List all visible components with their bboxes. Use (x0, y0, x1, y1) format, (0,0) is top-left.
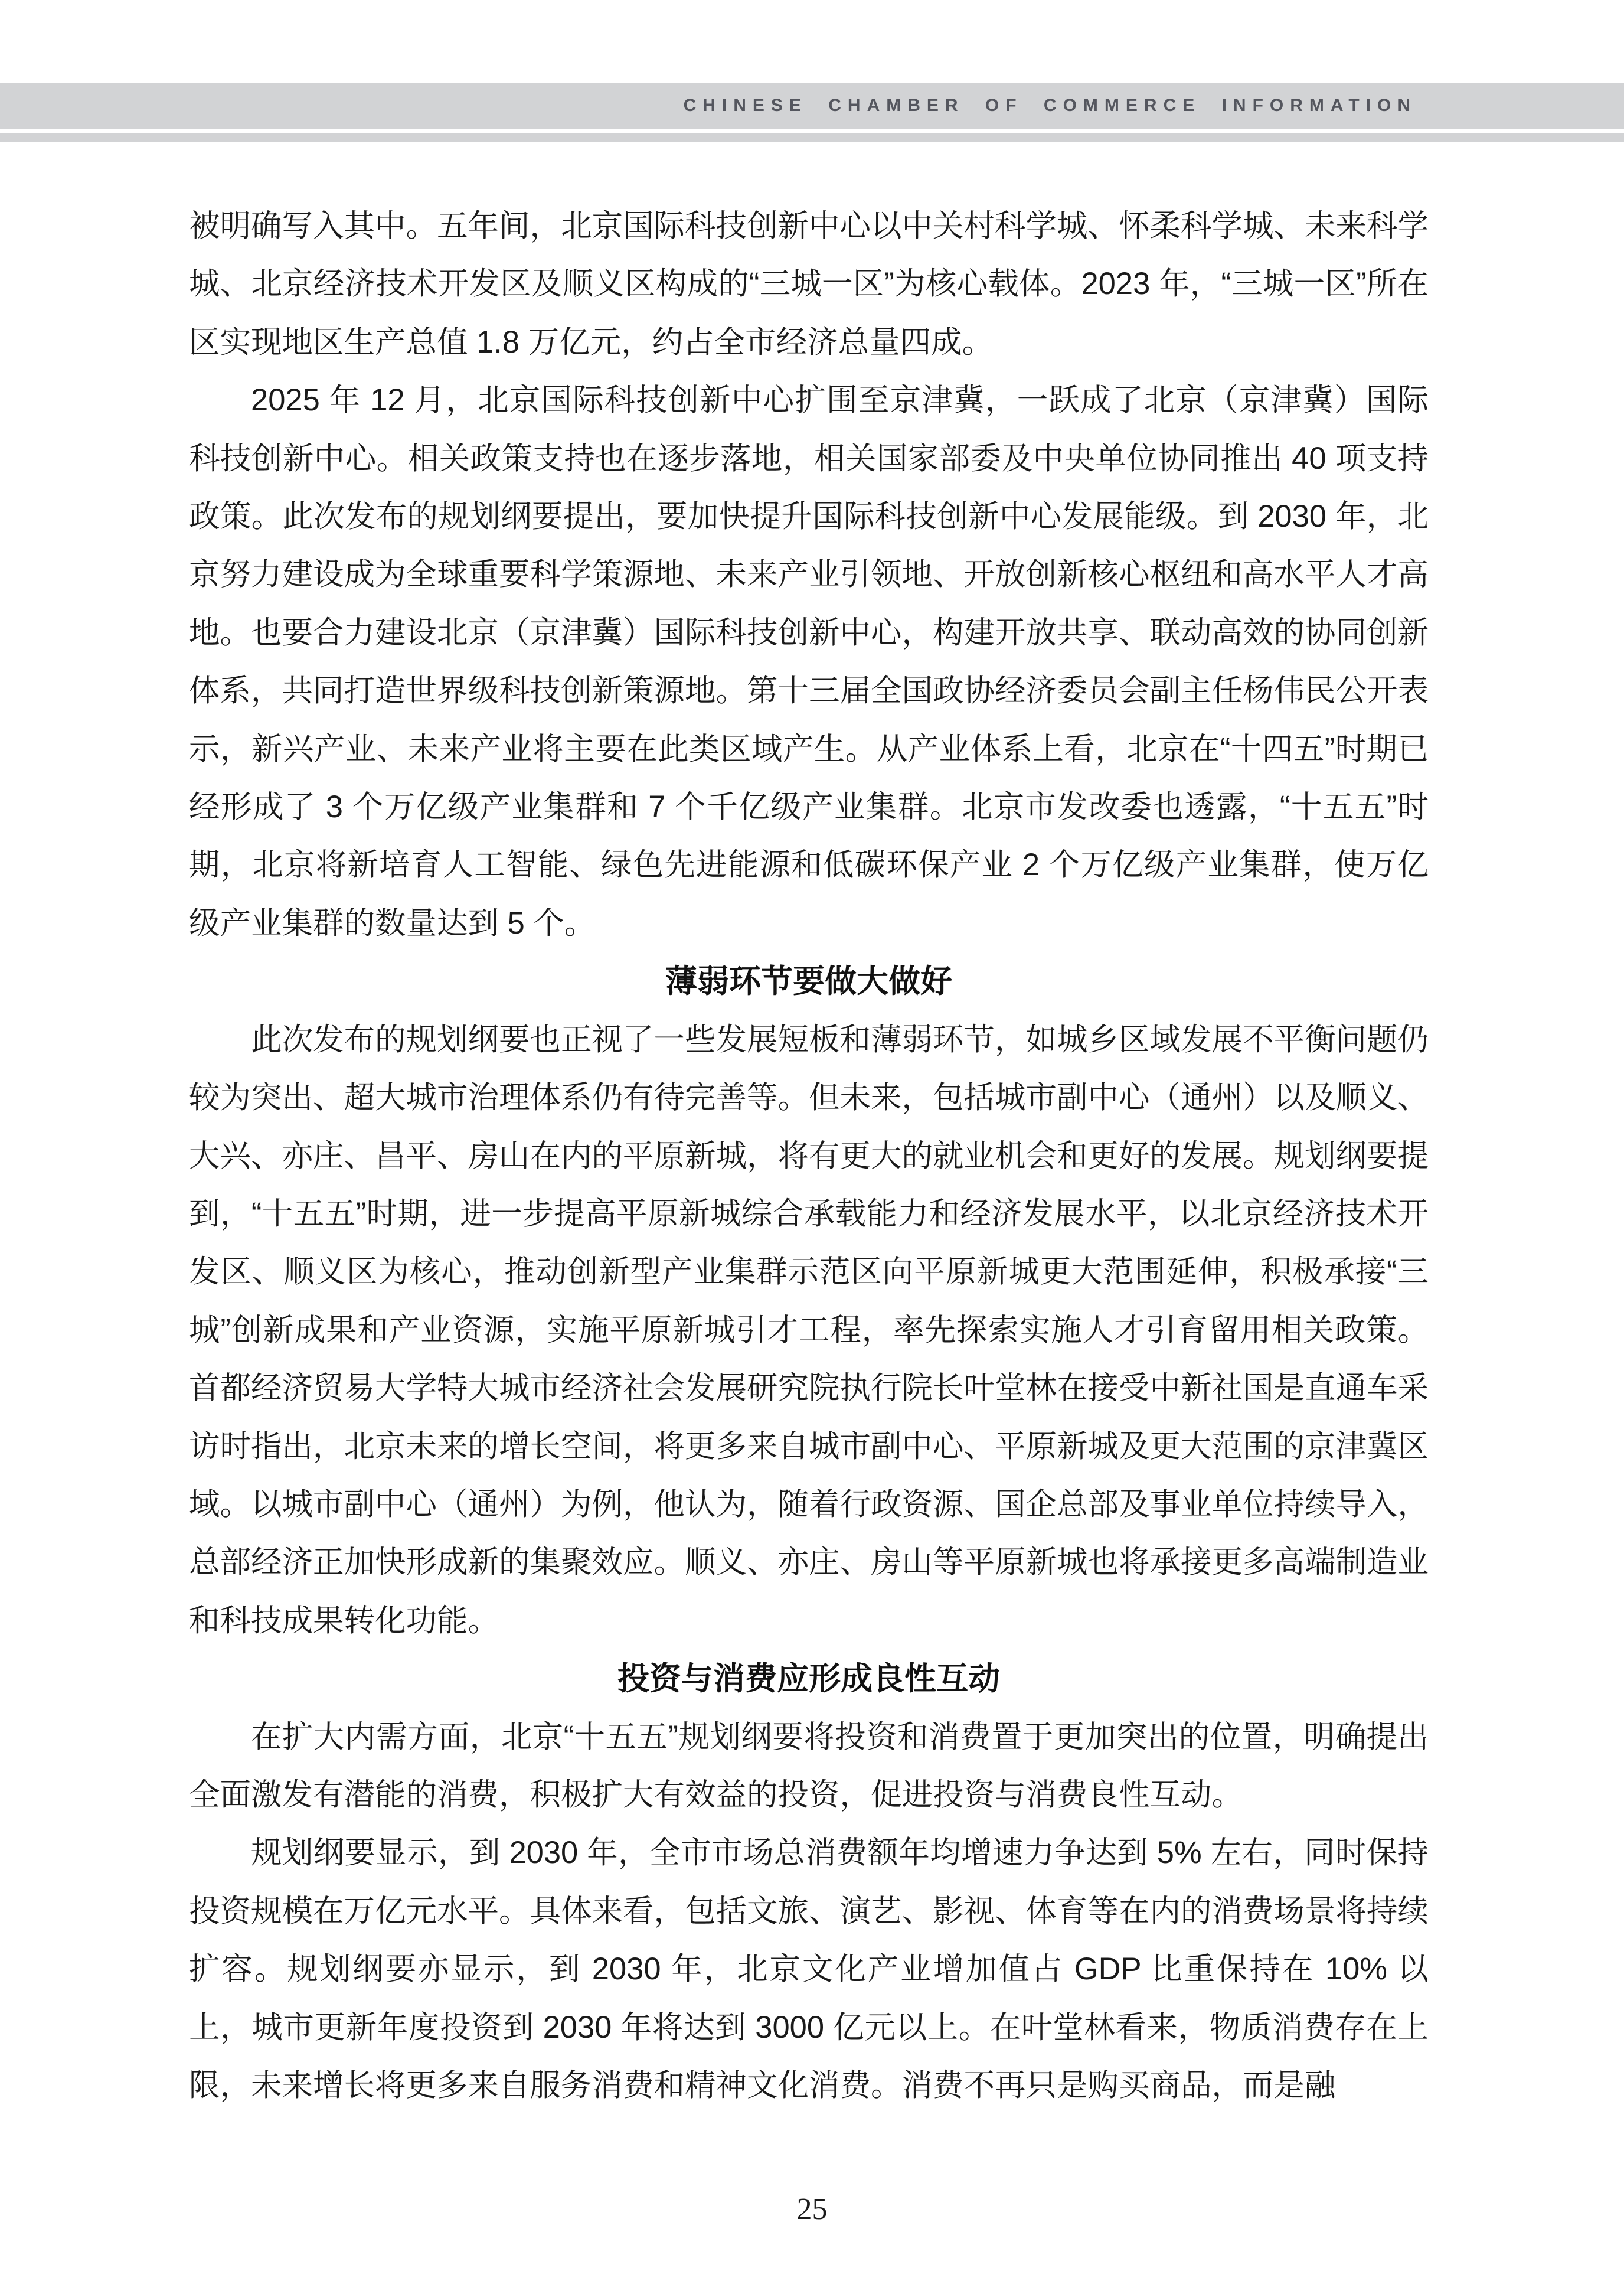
body-paragraph-3: 此次发布的规划纲要也正视了一些发展短板和薄弱环节，如城乡区域发展不平衡问题仍较为突出、超大城市治理体系仍有待完善等。但未来，包括城市副中心（通州）以及顺义、大兴、亦庄、昌平、房山在内的平原新城，将有更大的就业机会和更好的发展。规划纲要提到，“十五五”时期，进一步提高平原新城综合承载能力和经济发展水平，以北京经济技术开发区、顺义区为核心，推动创新型产业集群示范区向平原新城更大范围延伸，积极承接“三城”创新成果和产业资源，实施平原新城引才工程，率先探索实施人才引育留用相关政策。首都经济贸易大学特大城市经济社会发展研究院执行院长叶堂林在接受中新社国是直通车采访时指出，北京未来的增长空间，将更多来自城市副中心、平原新城及更大范围的京津冀区域。以城市副中心（通州）为例，他认为，随着行政资源、国企总部及事业单位持续导入，总部经济正加快形成新的集聚效应。顺义、亦庄、房山等平原新城也将承接更多高端制造业和科技成果转化功能。 (189, 1022, 1429, 1638)
article-body (189, 197, 1429, 2114)
body-paragraph-1: 被明确写入其中。五年间，北京国际科技创新中心以中关村科学城、怀柔科学城、未来科学城、北京经济技术开发区及顺义区构成的“三城一区”为核心载体。2023 年，“三城一区”所在区实现地区生产总值 1.8 万亿元，约占全市经济总量四成。 (189, 208, 1429, 360)
header-banner-bar (0, 83, 1624, 129)
header-divider-bar (0, 133, 1624, 142)
section-heading-2: 投资与消费应形成良性互动 (617, 1661, 1000, 1697)
body-paragraph-4: 在扩大内需方面，北京“十五五”规划纲要将投资和消费置于更加突出的位置，明确提出全面激发有潜能的消费，积极扩大有效益的投资，促进投资与消费良性互动。 (189, 1719, 1429, 1812)
body-paragraph-5: 规划纲要显示，到 2030 年，全市市场总消费额年均增速力争达到 5% 左右，同时保持投资规模在万亿元水平。具体来看，包括文旅、演艺、影视、体育等在内的消费场景将持续扩容。规划纲要亦显示，到 2030 年，北京文化产业增加值占 GDP 比重保持在 10% 以上，城市更新年度投资到 2030 年将达到 3000 亿元以上。在叶堂林看来，物质消费存在上限，未来增长将更多来自服务消费和精神文化消费。消费不再只是购买商品，而是融 (189, 1835, 1429, 2103)
page-number: 25 (796, 2192, 828, 2226)
section-heading-1: 薄弱环节要做大做好 (665, 964, 952, 1000)
body-paragraph-2: 2025 年 12 月，北京国际科技创新中心扩围至京津冀，一跃成了北京（京津冀）国际科技创新中心。相关政策支持也在逐步落地，相关国家部委及中央单位协同推出 40 项支持政策。此次发布的规划纲要提出，要加快提升国际科技创新中心发展能级。到 2030 年，北京努力建设成为全球重要科学策源地、未来产业引领地、开放创新核心枢纽和高水平人才高地。也要合力建设北京（京津冀）国际科技创新中心，构建开放共享、联动高效的协同创新体系，共同打造世界级科技创新策源地。第十三届全国政协经济委员会副主任杨伟民公开表示，新兴产业、未来产业将主要在此类区域产生。从产业体系上看，北京在“十四五”时期已经形成了 3 个万亿级产业集群和 7 个千亿级产业集群。北京市发改委也透露，“十五五”时期，北京将新培育人工智能、绿色先进能源和低碳环保产业 2 个万亿级产业集群，使万亿级产业集群的数量达到 5 个。 (189, 383, 1429, 941)
header-banner-text: CHINESE CHAMBER OF COMMERCE INFORMATION (683, 96, 1417, 115)
